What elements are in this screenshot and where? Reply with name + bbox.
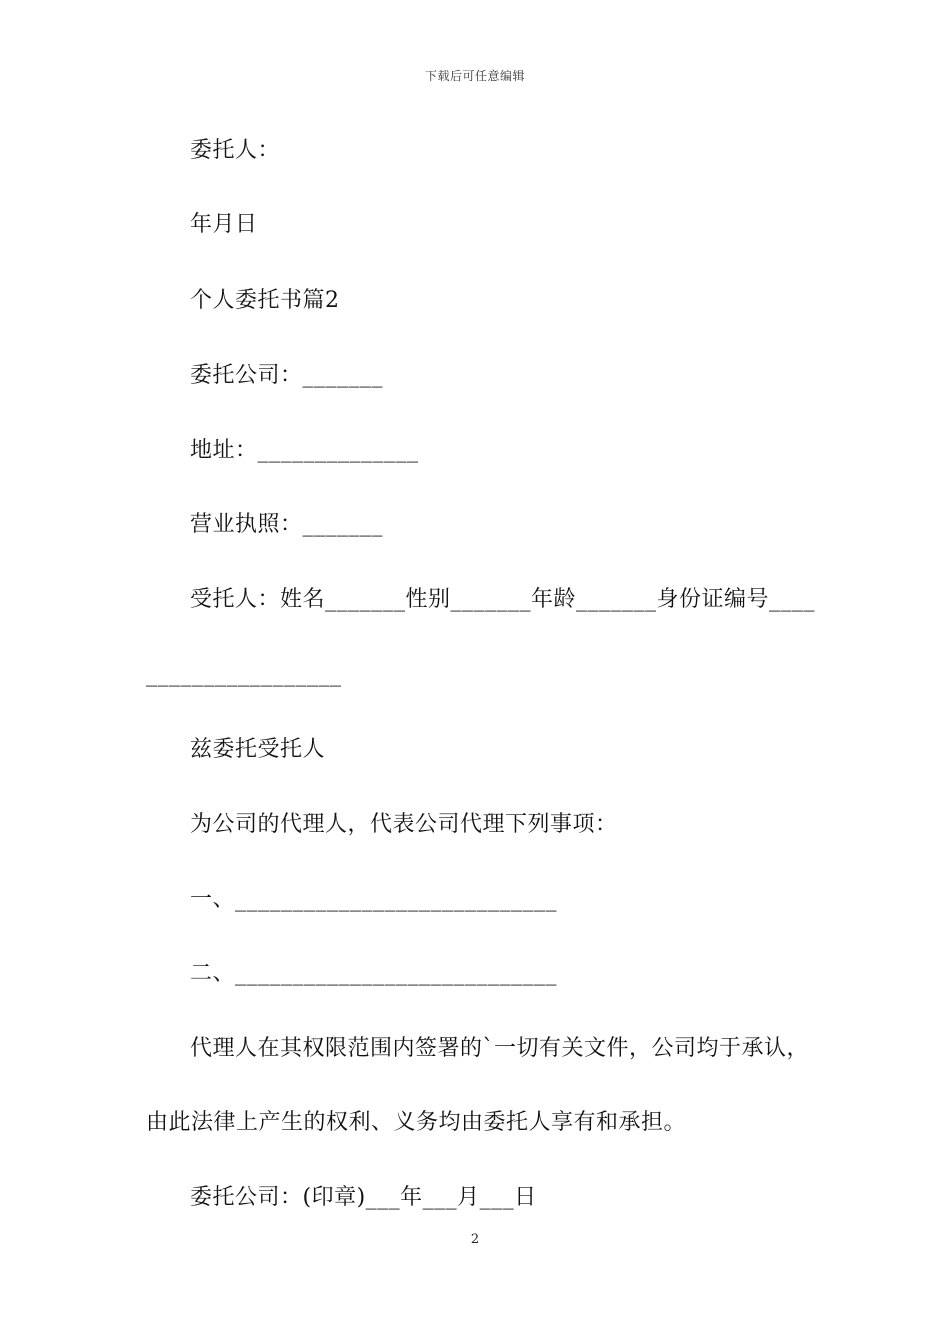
company-field: 委托公司：_______ <box>190 363 384 388</box>
section-title: 个人委托书篇2 <box>190 288 340 313</box>
principal-label: 委托人： <box>190 138 281 163</box>
authority-paragraph-line-2: 由此法律上产生的权利、义务均由委托人享有和承担。 <box>146 1110 687 1135</box>
matter-item-2: 二、____________________________ <box>190 961 558 986</box>
authority-paragraph-line-1: 代理人在其权限范围内签署的`一切有关文件，公司均于承认， <box>190 1036 810 1061</box>
page-number: 2 <box>470 1232 480 1247</box>
id-number-continuation: _________________ <box>146 662 342 687</box>
company-seal-date-line: 委托公司：(印章)___年___月___日 <box>190 1185 537 1210</box>
agent-role-statement: 为公司的代理人，代表公司代理下列事项： <box>190 812 618 837</box>
business-license-field: 营业执照：_______ <box>190 512 384 537</box>
agent-info-line: 受托人：姓名_______性别_______年龄_______身份证编号____ <box>190 587 816 612</box>
date-line: 年月日 <box>190 212 258 237</box>
matter-item-1: 一、____________________________ <box>190 887 558 912</box>
page-header-note: 下载后可任意编辑 <box>424 69 525 83</box>
authorization-statement: 兹委托受托人 <box>190 737 326 762</box>
address-field: 地址：______________ <box>190 438 419 463</box>
